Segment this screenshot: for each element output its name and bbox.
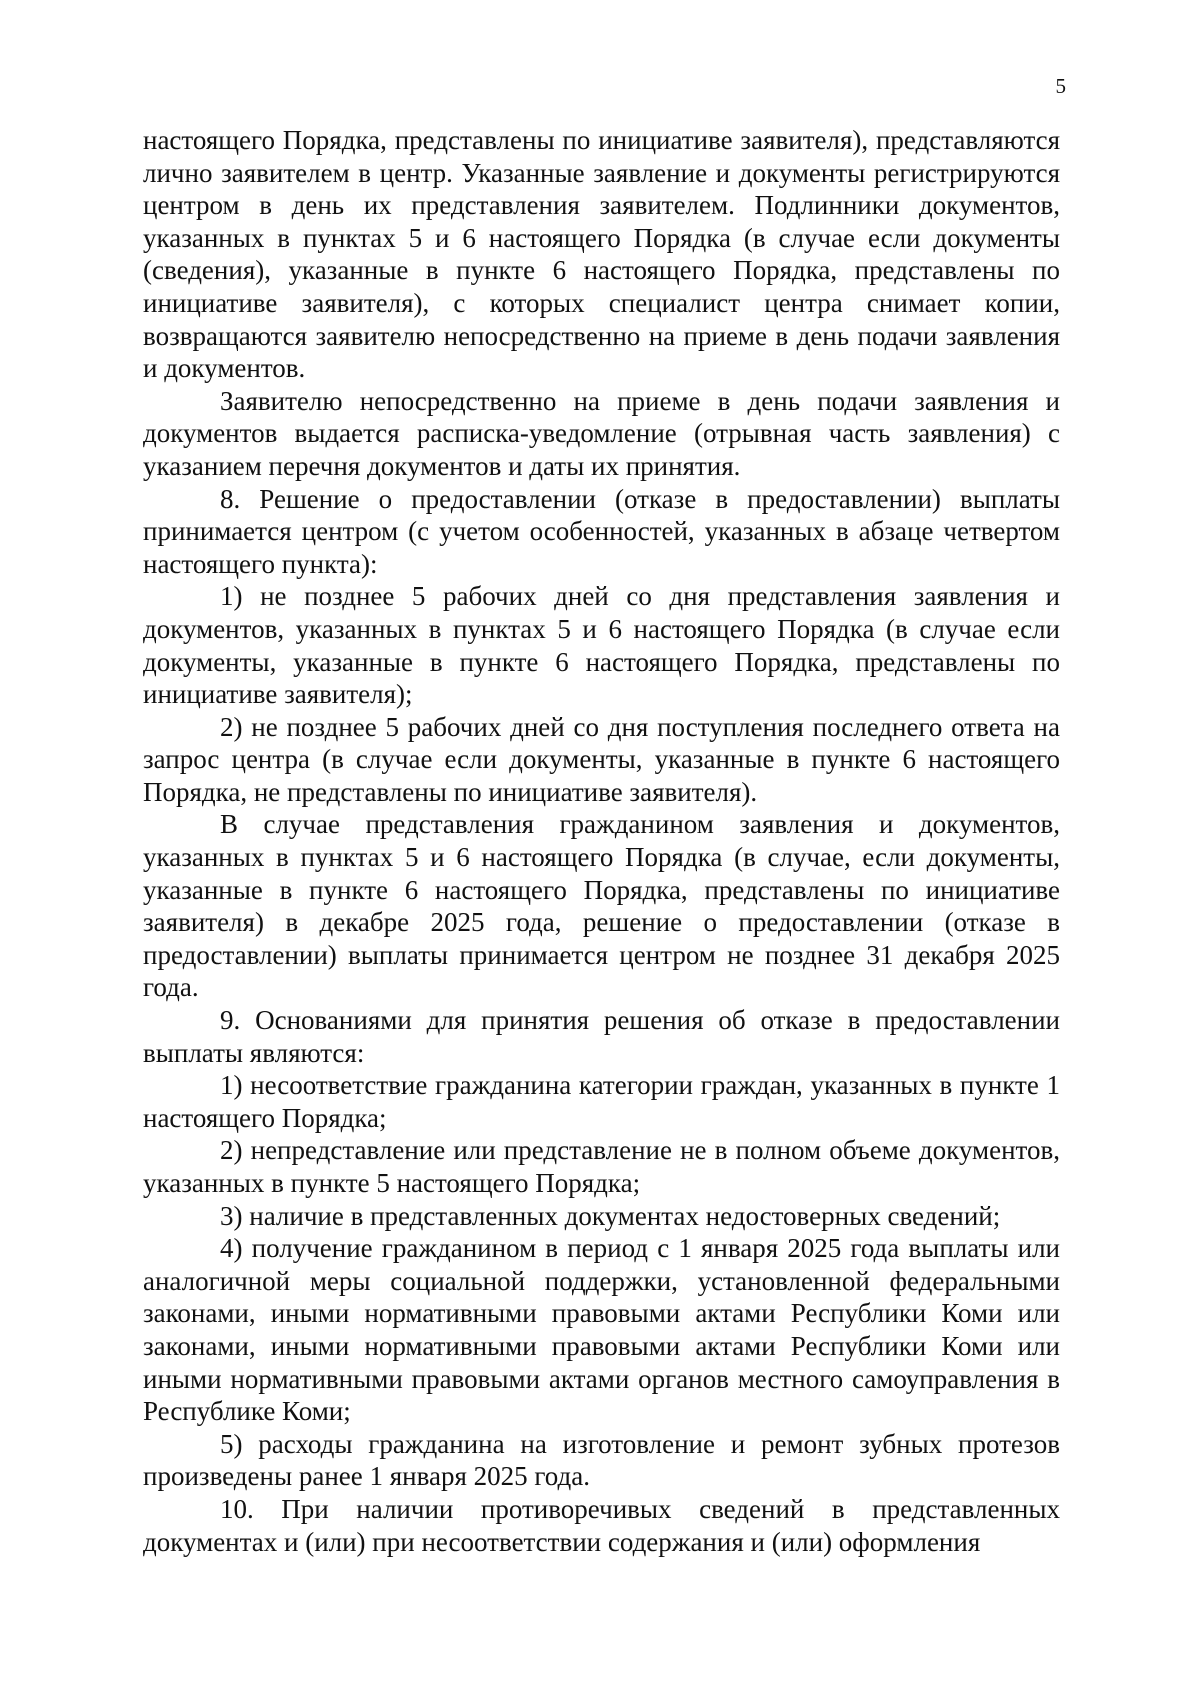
paragraph-documents-submission: настоящего Порядка, представлены по инициативе заявителя), представляются лично заявителем в центр. Указанные заявление и документы регистрируются центром в день их представления заявителем. Подлинники документов, указанных в пунктах 5 и 6 настоящего Порядка (в случае если документы (сведения), указанные в пункте 6 настоящего Порядка, представлены по инициативе заявителя), с которых специалист центра снимает копии, возвращаются заявителю непосредственно на приеме в день подачи заявления и документов. xyxy=(143,125,1060,384)
paragraph-item-9-sub-5: 5) расходы гражданина на изготовление и ремонт зубных протезов произведены ранее 1 января 2025 года. xyxy=(143,1428,1060,1492)
paragraph-item-8-december: В случае представления гражданином заявления и документов, указанных в пунктах 5 и 6 настоящего Порядка (в случае, если документы, указанные в пункте 6 настоящего Порядка, представлены по инициативе заявителя) в декабре 2025 года, решение о предоставлении (отказе в предоставлении) выплаты принимается центром не позднее 31 декабря 2025 года. xyxy=(143,809,1060,1003)
paragraph-receipt-notice: Заявителю непосредственно на приеме в день подачи заявления и документов выдается расписка-уведомление (отрывная часть заявления) с указанием перечня документов и даты их принятия. xyxy=(143,385,1060,481)
page-number: 5 xyxy=(1055,74,1066,98)
paragraph-item-8-sub-1: 1) не позднее 5 рабочих дней со дня представления заявления и документов, указанных в пунктах 5 и 6 настоящего Порядка (в случае если документы, указанные в пункте 6 настоящего Порядка, представлены по инициативе заявителя); xyxy=(143,581,1060,710)
paragraph-item-9-sub-3: 3) наличие в представленных документах недостоверных сведений; xyxy=(220,1200,1001,1231)
paragraph-item-9-sub-2: 2) непредставление или представление не в полном объеме документов, указанных в пункте 5 настоящего Порядка; xyxy=(143,1135,1060,1198)
document-body xyxy=(143,124,1060,1558)
paragraph-item-10: 10. При наличии противоречивых сведений в представленных документах и (или) при несоответствии содержания и (или) оформления xyxy=(143,1493,1060,1557)
paragraph-item-9-sub-4: 4) получение гражданином в период с 1 января 2025 года выплаты или аналогичной меры социальной поддержки, установленной федеральными законами, иными нормативными правовыми актами Республики Коми или законами, иными нормативными правовыми актами Республики Коми или иными нормативными правовыми актами органов местного самоуправления в Республике Коми; xyxy=(143,1233,1060,1427)
paragraph-item-8-sub-2: 2) не позднее 5 рабочих дней со дня поступления последнего ответа на запрос центра (в случае если документы, указанные в пункте 6 настоящего Порядка, не представлены по инициативе заявителя). xyxy=(143,711,1060,807)
paragraph-item-8: 8. Решение о предоставлении (отказе в предоставлении) выплаты принимается центром (с учетом особенностей, указанных в абзаце четвертом настоящего пункта): xyxy=(143,483,1060,579)
paragraph-item-9-sub-1: 1) несоответствие гражданина категории граждан, указанных в пункте 1 настоящего Порядка; xyxy=(143,1070,1060,1133)
paragraph-item-9: 9. Основаниями для принятия решения об отказе в предоставлении выплаты являются: xyxy=(143,1005,1060,1068)
